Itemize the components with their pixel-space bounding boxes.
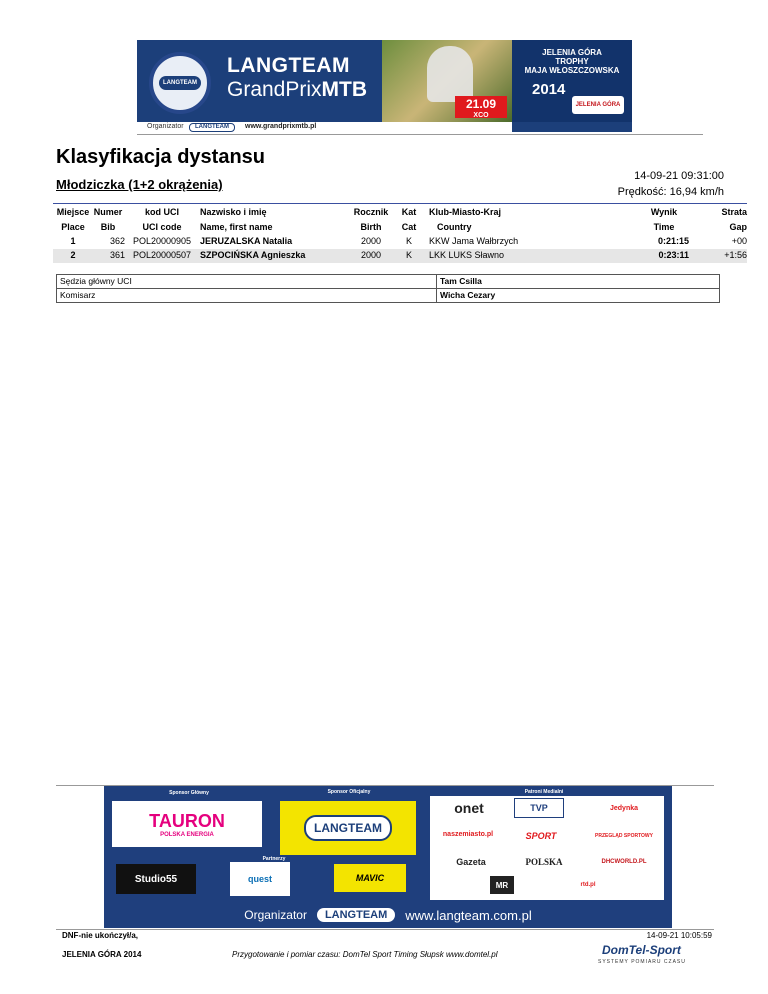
domtel-logo-sub: SYSTEMY POMIARU CZASU (598, 959, 686, 965)
result-club: KKW Jama Wałbrzych (429, 236, 519, 246)
banner-brand-bottom: GrandPrixMTB (227, 78, 368, 101)
przeglad-sportowy-logo: PRZEGLĄD SPORTOWY (594, 826, 654, 846)
result-bib: 361 (109, 250, 125, 260)
dnf-legend: DNF-nie ukończył/a, (62, 931, 139, 940)
result-cat: K (405, 250, 412, 260)
tvp-logo: TVP (514, 798, 564, 818)
sponsor-main-label: Sponsor Główny (169, 790, 209, 796)
col-gap: Strata Gap (721, 207, 747, 232)
sponsors-banner (104, 786, 672, 928)
page-title: Klasyfikacja dystansu (56, 146, 265, 168)
result-uci: POL20000507 (133, 250, 192, 260)
result-cat: K (405, 236, 412, 246)
official-name: Tam Csilla (436, 274, 720, 289)
event-date-badge: 21.09 XCO (455, 96, 507, 118)
result-birth: 2000 (360, 236, 382, 246)
official-name: Wicha Cezary (436, 288, 720, 303)
polska-logo: POLSKA (520, 854, 568, 870)
tvp-sport-logo: SPORT (514, 826, 568, 846)
sponsors-url: www.langteam.com.pl (405, 907, 532, 923)
sponsors-organizer-label: Organizator (244, 908, 307, 922)
col-bib: Numer Bib (93, 207, 123, 232)
col-time: Wynik Time (650, 207, 678, 232)
col-birth: Rocznik Birth (353, 207, 389, 232)
results-table-header (53, 205, 747, 235)
col-place: Miejsce Place (56, 207, 90, 232)
sponsors-organizer-strip (104, 902, 672, 928)
domtel-logo: DomTel-Sport (602, 943, 681, 957)
result-place: 1 (70, 236, 76, 246)
category-title: Młodziczka (1+2 okrążenia) (56, 177, 223, 192)
banner-organizer-label: Organizator (147, 123, 184, 130)
langteam-logo: LANGTEAM (280, 801, 416, 855)
naszemiasto-logo: naszemiasto.pl (438, 826, 498, 842)
result-gap: +1:56 (724, 250, 747, 260)
jedynka-logo: Jedynka (592, 798, 656, 818)
partners-label: Partnerzy (262, 856, 286, 862)
quest-logo: quest (230, 862, 290, 896)
result-time: 0:21:15 (657, 236, 689, 246)
col-cat: Kat Cat (401, 207, 417, 232)
title-divider (53, 203, 747, 204)
header-divider (137, 134, 703, 135)
sponsors-organizer-logo: LANGTEAM (317, 908, 395, 922)
result-club: LKK LUKS Sławno (429, 250, 505, 260)
result-gap: +00 (731, 236, 747, 246)
official-role: Sędzia główny UCI (56, 274, 437, 289)
rtd-logo: rtd.pl (568, 876, 608, 894)
tauron-logo: TAURON POLSKA ENERGIA (112, 801, 262, 847)
col-club: Klub-Miasto-Kraj Country (429, 207, 501, 232)
city-logo: JELENIA GÓRA (572, 96, 624, 114)
footer-location: JELENIA GÓRA 2014 (62, 950, 142, 959)
result-name: SZPOCIŃSKA Agnieszka (200, 250, 306, 260)
banner-brand-top: LANGTEAM (227, 54, 350, 77)
gazeta-logo: Gazeta (448, 854, 494, 870)
result-birth: 2000 (360, 250, 382, 260)
table-row (53, 249, 747, 263)
wheel-logo-label: LANGTEAM (159, 76, 201, 90)
studio55-logo: Studio55 (116, 864, 196, 894)
dhcworld-logo: DHCWORLD.PL (594, 854, 654, 870)
header-banner (137, 40, 632, 132)
table-row (53, 235, 747, 249)
start-datetime: 14-09-21 09:31:00 (634, 170, 724, 182)
col-uci: kod UCI UCI code (142, 207, 182, 232)
wheel-logo (149, 52, 211, 114)
average-speed: Prędkość: 16,94 km/h (617, 186, 724, 198)
sponsor-official-label: Sponsor Oficjalny (327, 789, 371, 795)
banner-organizer-logo: LANGTEAM (189, 123, 235, 132)
result-bib: 362 (109, 236, 125, 246)
onet-logo: onet (444, 798, 494, 818)
result-place: 2 (70, 250, 76, 260)
official-role: Komisarz (56, 288, 437, 303)
trophy-panel: JELENIA GÓRA TROPHY MAJA WŁOSZCZOWSKA 2014 JELENIA GÓRA (512, 40, 632, 122)
col-name: Nazwisko i imię Name, first name (200, 207, 273, 232)
mr-logo: MR (490, 876, 514, 894)
footer-divider (56, 929, 714, 930)
banner-url: www.grandprixmtb.pl (245, 123, 317, 130)
result-uci: POL20000905 (133, 236, 192, 246)
mavic-logo: MAVIC (334, 864, 406, 892)
media-patrons-label: Patroni Medialni (524, 789, 564, 795)
rider-figure (427, 46, 473, 102)
printed-datetime: 14-09-21 10:05:59 (646, 931, 712, 940)
result-time: 0:23:11 (658, 250, 689, 260)
footer-timing-credit: Przygotowanie i pomiar czasu: DomTel Sport Timing Słupsk www.domtel.pl (232, 950, 498, 959)
result-name: JERUZALSKA Natalia (200, 236, 293, 246)
